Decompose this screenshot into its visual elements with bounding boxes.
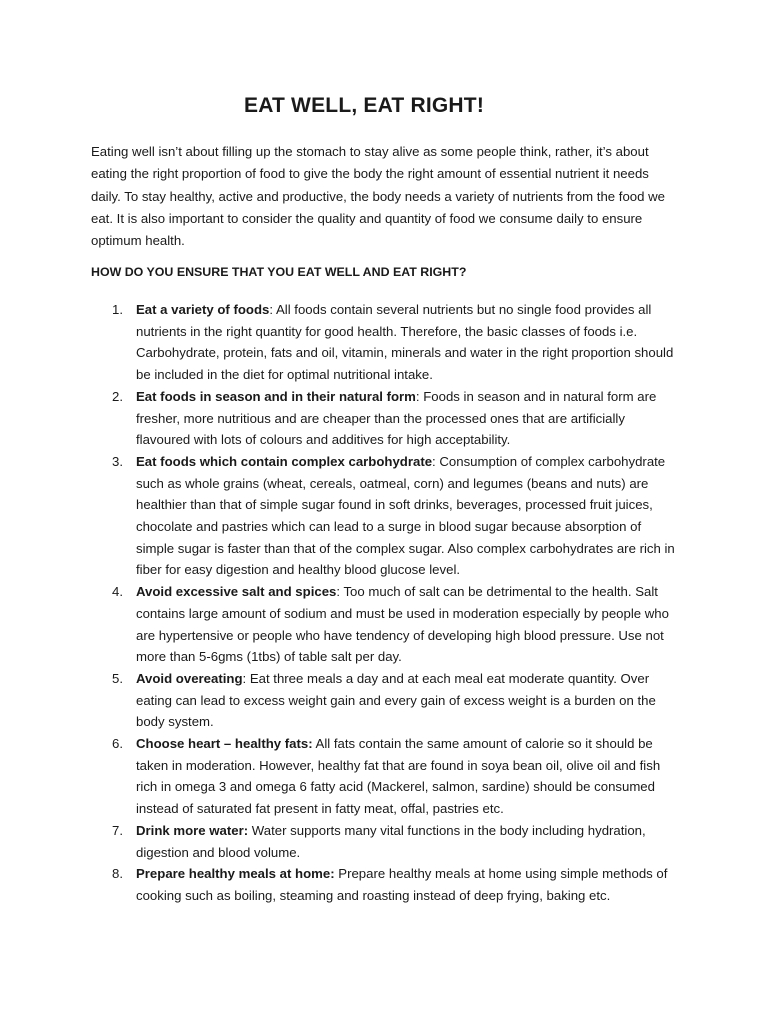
list-item-title: Eat foods in season and in their natural form (136, 388, 416, 404)
list-item-number: 7. (112, 822, 123, 838)
list-item-text: Water supports many vital functions in the body including hydration, digestion and blood volume. (136, 822, 646, 860)
list-item-title: Avoid overeating (136, 670, 243, 686)
list-item-number: 1. (112, 302, 123, 317)
list-item (91, 820, 681, 863)
list-item-title: Avoid excessive salt and spices (136, 584, 337, 600)
list-item (91, 668, 681, 733)
list-item-title: Drink more water: (136, 822, 249, 838)
list-item (91, 733, 681, 820)
list-item-title: Choose heart – healthy fats: (136, 736, 313, 752)
page-title: EAT WELL, EAT RIGHT! (243, 94, 485, 117)
list-item-text: : Eat three meals a day and at each meal eat moderate quantity. Over eating can lead to excess weight gain and every gain of excess weight is a burden on the body system. (136, 670, 656, 730)
list-item-title: Prepare healthy meals at home: (136, 866, 335, 882)
list-item-title: Eat a variety of foods (136, 302, 270, 317)
list-item-text: : Foods in season and in natural form are fresher, more nutritious and are cheaper than the processed ones that are artificially flavoured with lots of colours and additives for high acceptability. (136, 388, 657, 448)
list-item-number: 5. (112, 670, 123, 686)
list-item-number: 4. (112, 584, 123, 600)
list-item (91, 299, 681, 386)
list-item-text: All fats contain the same amount of calorie so it should be taken in moderation. However, healthy fat that are found in soya bean oil, olive oil and fish rich in omega 3 and omega 6 fatty acid (Mackerel, salmon, sardine) should be consumed instead of saturated fat present in fatty meat, offal, pastries etc. (136, 736, 661, 817)
list-item-number: 8. (112, 866, 123, 882)
list-item-number: 3. (112, 453, 123, 469)
list-item-text: : Too much of salt can be detrimental to the health. Salt contains large amount of sodium and must be used in moderation especially by people who are hypertensive or people who have tendency of developing high blood pressure. Use not more than 5-6gms (1tbs) of table salt per day. (136, 584, 669, 665)
list-item-number: 2. (112, 388, 123, 404)
list-item (91, 386, 681, 451)
list-item-number: 6. (112, 736, 123, 752)
list-item (91, 581, 681, 668)
list-item-text: Prepare healthy meals at home using simple methods of cooking such as boiling, steaming and roasting instead of deep frying, baking etc. (136, 866, 668, 903)
list-item (91, 863, 681, 906)
list-item-title: Eat foods which contain complex carbohydrate (136, 453, 433, 469)
list-item-text: : Consumption of complex carbohydrate such as whole grains (wheat, cereals, oatmeal, corn) and legumes (beans and nuts) are healthier than that of simple sugar found in soft drinks, beverages, processed fruit juices, chocolate and pastries which can lead to a surge in blood sugar because absorption of simple sugar is faster than that of the complex sugar. Also complex carbohydrates are rich in fiber for easy digestion and healthy blood glucose level. (136, 453, 675, 578)
intro-paragraph: Eating well isn’t about filling up the stomach to stay alive as some people think, rather, it’s about eating the right proportion of food to give the body the right amount of essential nutrient it needs daily. To stay healthy, active and productive, the body needs a variety of nutrients from the food we eat. It is also important to consider the quality and quantity of food we consume daily to ensure optimum health. (91, 144, 665, 249)
section-heading: HOW DO YOU ENSURE THAT YOU EAT WELL AND EAT RIGHT? (91, 265, 467, 279)
tips-list (91, 299, 681, 907)
list-item-text: : All foods contain several nutrients but no single food provides all nutrients in the right quantity for good health. Therefore, the basic classes of foods i.e. Carbohydrate, protein, fats and oil, vitamin, minerals and water in the right proportion should be included in the diet for optimal nutritional intake. (136, 302, 674, 383)
list-item (91, 451, 681, 581)
